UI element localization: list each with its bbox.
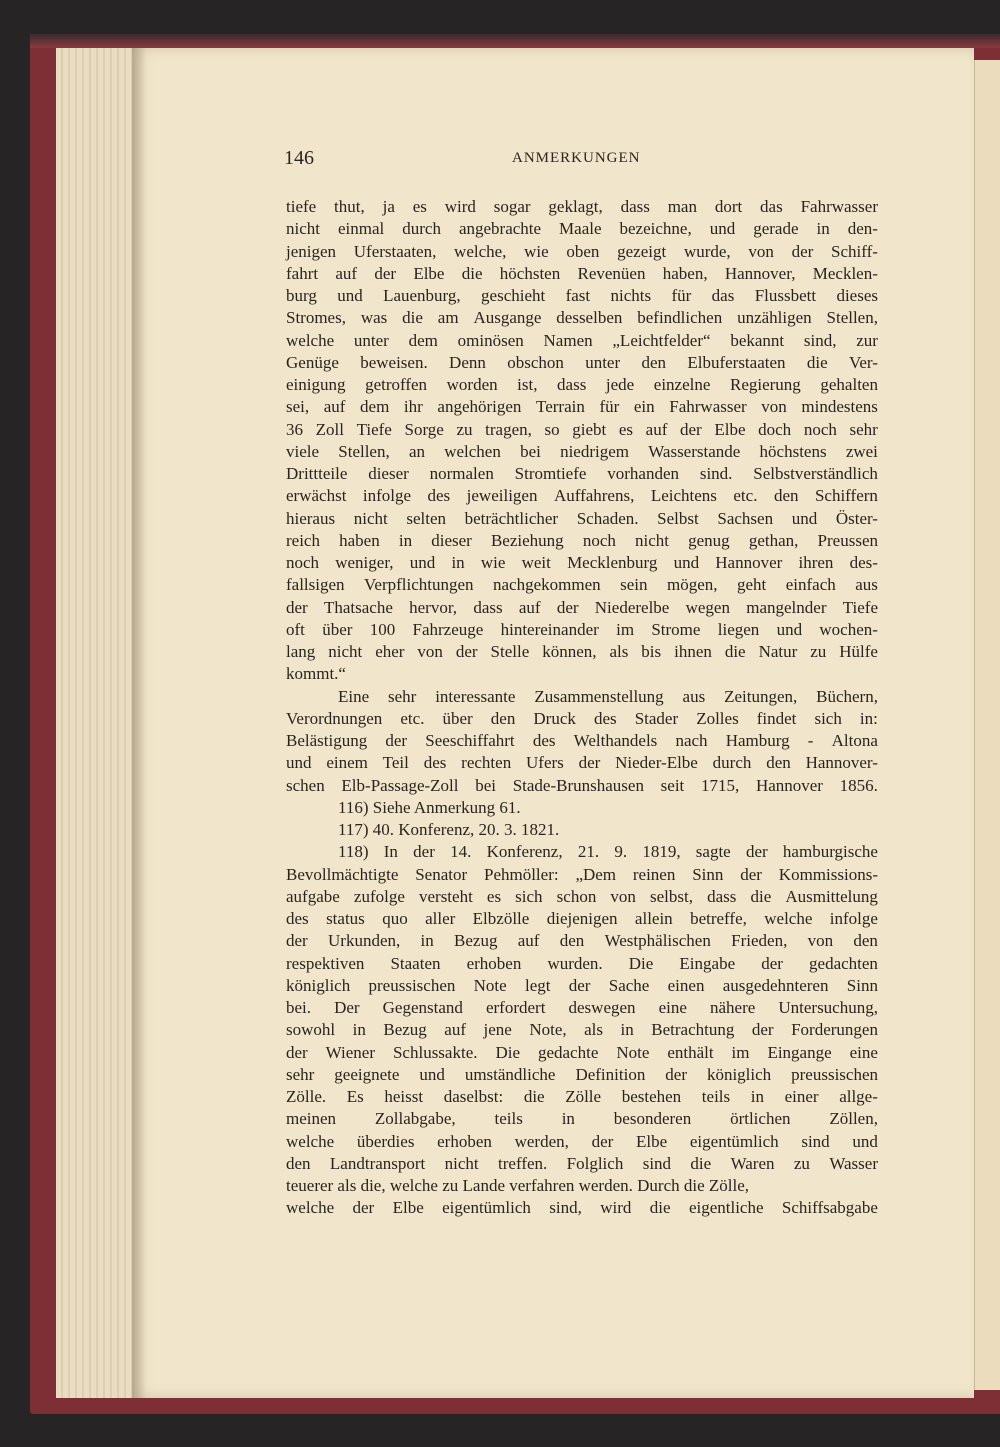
text-line: 118) In der 14. Konferenz, 21. 9. 1819, sagte der hamburgische: [338, 842, 878, 862]
running-head: ANMERKUNGEN: [512, 150, 641, 166]
page-number: 146: [284, 147, 314, 169]
text-line: Genüge beweisen. Denn obschon unter den Elbuferstaaten die Ver-: [286, 352, 878, 372]
text-line: fahrt auf der Elbe die höchsten Revenüen haben, Hannover, Mecklen-: [286, 263, 878, 283]
text-line: Stromes, was die am Ausgange desselben befindlichen unzähligen Stellen,: [286, 308, 878, 328]
text-line: 117) 40. Konferenz, 20. 3. 1821.: [338, 820, 560, 839]
text-line: burg und Lauenburg, geschieht fast nichts für das Flussbett dieses: [286, 286, 878, 305]
text-line: des status quo aller Elbzölle diejenigen allein betreffe, welche infolge: [286, 909, 878, 928]
text-line: kommt.“: [286, 664, 346, 684]
text-line: einigung getroffen worden ist, dass jede einzelne Regierung gehalten: [286, 375, 878, 394]
text-line: sehr geeignete und umständliche Definition der königlich preussischen: [286, 1064, 878, 1084]
text-line: welche überdies erhoben werden, der Elbe eigentümlich sind und: [286, 1131, 878, 1151]
body-text: [286, 196, 878, 1220]
text-line: schen Elb-Passage-Zoll bei Stade-Brunshausen seit 1715, Hannover 1856.: [286, 775, 878, 795]
text-line: den Landtransport nicht treffen. Folglich sind die Waren zu Wasser: [286, 1153, 878, 1173]
text-line: noch weniger, und in wie weit Mecklenburg und Hannover ihren des-: [286, 553, 878, 572]
text-line: reich haben in dieser Beziehung noch nicht genug gethan, Preussen: [286, 530, 878, 550]
text-line: Verordnungen etc. über den Druck des Stader Zolles findet sich in:: [286, 708, 878, 728]
page-gutter-shadow: [132, 48, 146, 1398]
text-line: der Urkunden, in Bezug auf den Westphälischen Frieden, von den: [286, 931, 878, 951]
text-line: Belästigung der Seeschiffahrt des Welthandels nach Hamburg - Altona: [286, 731, 878, 750]
text-line: erwächst infolge des jeweiligen Auffahrens, Leichtens etc. den Schiffern: [286, 486, 878, 506]
book-cover-edge: [30, 34, 1000, 48]
text-line: welche der Elbe eigentümlich sind, wird die eigentliche Schiffsabgabe: [286, 1198, 878, 1218]
facing-page-edge: [974, 60, 1000, 1390]
text-line: sowohl in Bezug auf jene Note, als in Betrachtung der Forderungen: [286, 1020, 878, 1040]
text-line: respektiven Staaten erhoben wurden. Die Eingabe der gedachten: [286, 953, 878, 973]
text-line: 36 Zoll Tiefe Sorge zu tragen, so giebt es auf der Elbe doch noch sehr: [286, 419, 878, 439]
text-line: lang nicht eher von der Stelle können, als bis ihnen die Natur zu Hülfe: [286, 642, 878, 661]
text-line: der Thatsache hervor, dass auf der Niederelbe wegen mangelnder Tiefe: [286, 597, 878, 617]
text-line: 116) Siehe Anmerkung 61.: [338, 797, 521, 817]
page-stack-edges: [56, 48, 136, 1398]
text-line: oft über 100 Fahrzeuge hintereinander im Strome liegen und wochen-: [286, 619, 878, 639]
text-line: Zölle. Es heisst daselbst: die Zölle bestehen teils in einer allge-: [286, 1087, 878, 1106]
text-line: Bevollmächtigte Senator Pehmöller: „Dem reinen Sinn der Kommissions-: [286, 864, 878, 884]
text-line: welche unter dem ominösen Namen „Leichtfelder“ bekannt sind, zur: [286, 330, 878, 350]
text-line: und einem Teil des rechten Ufers der Nieder-Elbe durch den Hannover-: [286, 753, 878, 773]
text-line: sei, auf dem ihr angehörigen Terrain für ein Fahrwasser von mindestens: [286, 397, 878, 417]
text-line: fallsigen Verpflichtungen nachgekommen sein mögen, geht einfach aus: [286, 575, 878, 595]
text-line: Drittteile dieser normalen Stromtiefe vorhanden sind. Selbstverständlich: [286, 464, 878, 483]
text-line: der Wiener Schlussakte. Die gedachte Note enthält im Eingange eine: [286, 1042, 878, 1062]
text-line: tiefe thut, ja es wird sogar geklagt, dass man dort das Fahrwasser: [286, 197, 878, 216]
text-line: aufgabe zufolge versteht es sich schon von selbst, dass die Ausmittelung: [286, 886, 878, 906]
text-line: königlich preussischen Note legt der Sache einen ausgedehnteren Sinn: [286, 975, 878, 995]
text-line: bei. Der Gegenstand erfordert deswegen eine nähere Untersuchung,: [286, 998, 878, 1017]
text-line: Eine sehr interessante Zusammenstellung aus Zeitungen, Büchern,: [338, 686, 878, 706]
text-line: jenigen Uferstaaten, welche, wie oben gezeigt wurde, von der Schiff-: [286, 241, 878, 261]
text-line: teuerer als die, welche zu Lande verfahren werden. Durch die Zölle,: [286, 1176, 750, 1195]
text-line: nicht einmal durch angebrachte Maale bezeichne, und gerade in den-: [286, 219, 878, 239]
text-line: viele Stellen, an welchen bei niedrigem Wasserstande höchstens zwei: [286, 441, 878, 461]
text-line: meinen Zollabgabe, teils in besonderen örtlichen Zöllen,: [286, 1109, 878, 1129]
text-line: hieraus nicht selten beträchtlicher Schaden. Selbst Sachsen und Öster-: [286, 508, 878, 528]
